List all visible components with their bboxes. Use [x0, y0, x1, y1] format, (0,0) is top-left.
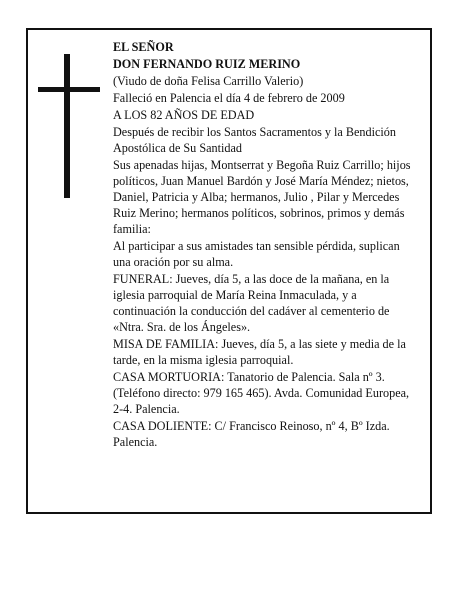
- death-date-place: Falleció en Palencia el día 4 de febrero de 2009: [113, 91, 345, 105]
- obituary-text: [113, 39, 418, 451]
- cross-horizontal-bar: [38, 87, 100, 92]
- family-paragraph: Sus apenadas hijas, Montserrat y Begoña Ruiz Carrillo; hijos políticos, Juan Manuel Bardón y José María Méndez; nietos, Daniel, Patricia y Alba; hermanos, Julio , Pilar y Mercedes Ruiz Merino; hermanos políticos, sobrinos, primos y demás familia:: [113, 158, 411, 236]
- title-line-1: EL SEÑOR: [113, 40, 174, 54]
- widower-of: (Viudo de doña Felisa Carrillo Valerio): [113, 74, 304, 88]
- prayer-request: Al participar a sus amistades tan sensible pérdida, suplican una oración por su alma.: [113, 239, 400, 269]
- cross-vertical-bar: [64, 54, 70, 198]
- sacraments-paragraph: Después de recibir los Santos Sacramentos y la Bendición Apostólica de Su Santidad: [113, 125, 396, 155]
- funeral-home-details: CASA MORTUORIA: Tanatorio de Palencia. Sala nº 3. (Teléfono directo: 979 165 465). Avda. Comunidad Europea, 2-4. Palencia.: [113, 370, 410, 416]
- funeral-details: FUNERAL: Jueves, día 5, a las doce de la mañana, en la iglesia parroquial de María Reina Inmaculada, y a continuación la conducción del cadáver al cementerio de «Ntra. Sra. de los Ángeles».: [113, 272, 390, 334]
- latin-cross-icon: [38, 54, 100, 198]
- age-at-death: A LOS 82 AÑOS DE EDAD: [113, 108, 255, 122]
- mourning-house-details: CASA DOLIENTE: C/ Francisco Reinoso, nº 4, Bº Izda. Palencia.: [113, 419, 390, 449]
- deceased-name: DON FERNANDO RUIZ MERINO: [113, 57, 301, 71]
- family-mass-details: MISA DE FAMILIA: Jueves, día 5, a las siete y media de la tarde, en la misma iglesia parroquial.: [113, 337, 406, 367]
